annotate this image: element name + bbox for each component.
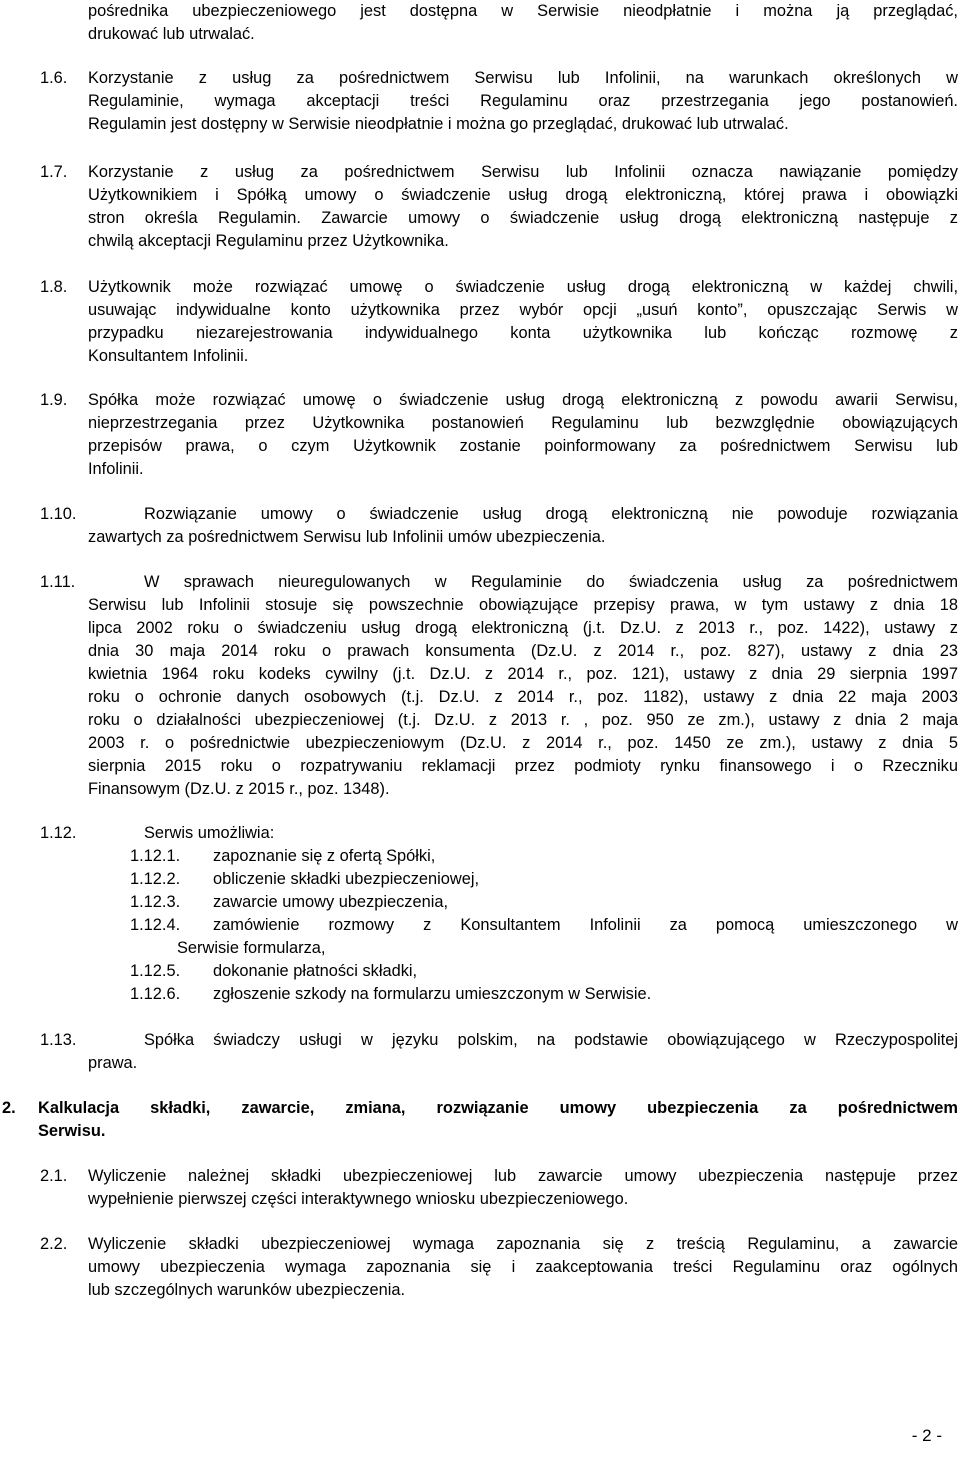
text-line: roku o działalności ubezpieczeniowej (t.j. Dz.U. z 2013 r. , poz. 950 ze zm.), ustawy z dnia 2 maja — [88, 711, 958, 729]
text-line: Infolinii. — [88, 460, 144, 478]
text-line: przypadku niezarejestrowania indywidualnego konta użytkownika lub kończąc rozmowę z — [88, 324, 958, 342]
text-line: dnia 30 maja 2014 roku o prawach konsumenta (Dz.U. z 2014 r., poz. 827), ustawy z dnia 23 — [88, 642, 958, 660]
chapter-2-heading — [0, 1097, 960, 1143]
section-number: 1.8. — [40, 278, 68, 296]
paragraph-text — [88, 503, 958, 549]
section-2-2 — [0, 1233, 960, 1302]
text-line: dokonanie płatności składki, — [213, 962, 418, 980]
text-line: prawa. — [88, 1054, 138, 1072]
chapter-title — [38, 1097, 958, 1143]
text-line: Spółka świadczy usługi w języku polskim, na podstawie obowiązującego w Rzeczypospolitej — [144, 1031, 958, 1049]
text-line: sierpnia 2015 roku o rozpatrywaniu reklamacji przez podmioty rynku finansowego i o Rzeczniku — [88, 757, 958, 775]
subitem-text — [177, 914, 958, 960]
subitem-text — [213, 868, 958, 891]
text-line: zgłoszenie szkody na formularzu umieszczonym w Serwisie. — [213, 985, 652, 1003]
text-line: Serwisie formularza, — [177, 939, 326, 957]
text-line: zapoznanie się z ofertą Spółki, — [213, 847, 436, 865]
text-line: Wyliczenie należnej składki ubezpieczeniowej lub zawarcie umowy ubezpieczenia następuje przez — [88, 1167, 958, 1185]
section-number: 1.6. — [40, 69, 68, 87]
section-number: 1.10. — [40, 505, 77, 523]
chapter-number: 2. — [2, 1099, 16, 1117]
text-line: Spółka może rozwiązać umowę o świadczenie usług drogą elektroniczną z powodu awarii Serwisu, — [88, 391, 958, 409]
paragraph-text — [88, 0, 958, 46]
text-line: roku o ochronie danych osobowych (t.j. Dz.U. z 2014 r., poz. 1182), ustawy z dnia 22 maja 2003 — [88, 688, 958, 706]
text-line: usuwając indywidualne konto użytkownika przez wybór opcji „usuń konto”, opuszczając Serwis w — [88, 301, 958, 319]
text-line: Serwis umożliwia: — [144, 824, 275, 842]
paragraph-text — [88, 1029, 958, 1075]
text-line: Rozwiązanie umowy o świadczenie usług drogą elektroniczną nie powoduje rozwiązania — [144, 505, 958, 523]
page-number: - 2 - — [911, 1426, 942, 1445]
text-line: Finansowym (Dz.U. z 2015 r., poz. 1348). — [88, 780, 390, 798]
text-line: pośrednika ubezpieczeniowego jest dostępna w Serwisie nieodpłatnie i można ją przeglądać, — [88, 2, 958, 20]
subitem-number: 1.12.5. — [130, 962, 181, 980]
section-1-9 — [0, 389, 960, 481]
intro-paragraph — [0, 0, 960, 46]
subitem-number: 1.12.4. — [130, 916, 181, 934]
text-line: Regulamin jest dostępny w Serwisie nieodpłatnie i można go przeglądać, drukować lub utrwalać. — [88, 115, 789, 133]
text-line: zawarcie umowy ubezpieczenia, — [213, 893, 449, 911]
section-number: 1.12. — [40, 824, 77, 842]
text-line: Serwisu lub Infolinii stosuje się powszechnie obowiązujące przepisy prawa, w tym ustawy z dnia 18 — [88, 596, 958, 614]
text-line: Użytkownik może rozwiązać umowę o świadczenie usług drogą elektroniczną w każdej chwili, — [88, 278, 958, 296]
subitem-text — [213, 845, 958, 868]
section-1-11 — [0, 571, 960, 801]
section-1-6 — [0, 67, 960, 136]
section-1-10 — [0, 503, 960, 549]
text-line: Korzystanie z usług za pośrednictwem Serwisu lub Infolinii, na warunkach określonych w — [88, 69, 958, 87]
text-line: 2003 r. o pośrednictwie ubezpieczeniowym (Dz.U. z 2014 r., poz. 1450 ze zm.), ustawy z dnia 5 — [88, 734, 958, 752]
text-line: nieprzestrzegania przez Użytkownika postanowień Regulaminu lub bezwzględnie obowiązujących — [88, 414, 958, 432]
text-line: Konsultantem Infolinii. — [88, 347, 249, 365]
section-number: 2.1. — [40, 1167, 68, 1185]
paragraph-text — [88, 1233, 958, 1302]
text-line: zamówienie rozmowy z Konsultantem Infolinii za pomocą umieszczonego w — [213, 916, 958, 934]
paragraph-text — [88, 571, 958, 801]
section-2-1 — [0, 1165, 960, 1211]
subitem-number: 1.12.2. — [130, 870, 181, 888]
text-line: lub szczególnych warunków ubezpieczenia. — [88, 1281, 406, 1299]
text-line: Wyliczenie składki ubezpieczeniowej wymaga zapoznania się z treścią Regulaminu, a zawarcie — [88, 1235, 958, 1253]
text-line: Serwisu. — [38, 1122, 106, 1140]
text-line: umowy ubezpieczenia wymaga zapoznania się i zaakceptowania treści Regulaminu oraz ogólnych — [88, 1258, 958, 1276]
paragraph-text — [88, 67, 958, 136]
section-number: 1.11. — [40, 573, 76, 591]
section-number: 1.7. — [40, 163, 68, 181]
text-line: stron określa Regulamin. Zawarcie umowy o świadczenie usług drogą elektroniczną następuje z — [88, 209, 958, 227]
text-line: przepisów prawa, o czym Użytkownik zostanie poinformowany za pośrednictwem Serwisu lub — [88, 437, 958, 455]
subitem-text — [213, 960, 958, 983]
section-1-13 — [0, 1029, 960, 1075]
paragraph-text — [88, 161, 958, 253]
subitem-number: 1.12.6. — [130, 985, 181, 1003]
subitem-text — [213, 891, 958, 914]
text-line: W sprawach nieuregulowanych w Regulaminie do świadczenia usług za pośrednictwem — [144, 573, 958, 591]
subitem-number: 1.12.3. — [130, 893, 181, 911]
text-line: Użytkownikiem i Spółką umowy o świadczenie usług drogą elektroniczną, której prawa i obowiązki — [88, 186, 958, 204]
text-line: zawartych za pośrednictwem Serwisu lub Infolinii umów ubezpieczenia. — [88, 528, 606, 546]
section-1-7 — [0, 161, 960, 253]
text-line: obliczenie składki ubezpieczeniowej, — [213, 870, 480, 888]
paragraph-text — [88, 389, 958, 481]
text-line: drukować lub utrwalać. — [88, 25, 255, 43]
paragraph-text — [88, 1165, 958, 1211]
text-line: Kalkulacja składki, zawarcie, zmiana, rozwiązanie umowy ubezpieczenia za pośrednictwem — [38, 1099, 958, 1117]
section-number: 1.13. — [40, 1031, 77, 1049]
section-number: 1.9. — [40, 391, 68, 409]
text-line: Korzystanie z usług za pośrednictwem Serwisu lub Infolinii oznacza nawiązanie pomiędzy — [88, 163, 958, 181]
text-line: wypełnienie pierwszej części interaktywnego wniosku ubezpieczeniowego. — [88, 1190, 629, 1208]
text-line: kwietnia 1964 roku kodeks cywilny (j.t. Dz.U. z 2014 r., poz. 121), ustawy z dnia 29 sierpnia 1997 — [88, 665, 958, 683]
text-line: Regulaminie, wymaga akceptacji treści Regulaminu oraz przestrzegania jego postanowień. — [88, 92, 958, 110]
text-line: chwilą akceptacji Regulaminu przez Użytkownika. — [88, 232, 449, 250]
section-1-8 — [0, 276, 960, 368]
subitem-text — [213, 983, 958, 1006]
subitem-number: 1.12.1. — [130, 847, 181, 865]
section-number: 2.2. — [40, 1235, 68, 1253]
text-line: lipca 2002 roku o świadczeniu usług drogą elektroniczną (j.t. Dz.U. z 2013 r., poz. 1422), ustawy z — [88, 619, 958, 637]
paragraph-text — [88, 276, 958, 368]
section-1-12 — [0, 822, 960, 1007]
paragraph-text — [144, 822, 958, 845]
